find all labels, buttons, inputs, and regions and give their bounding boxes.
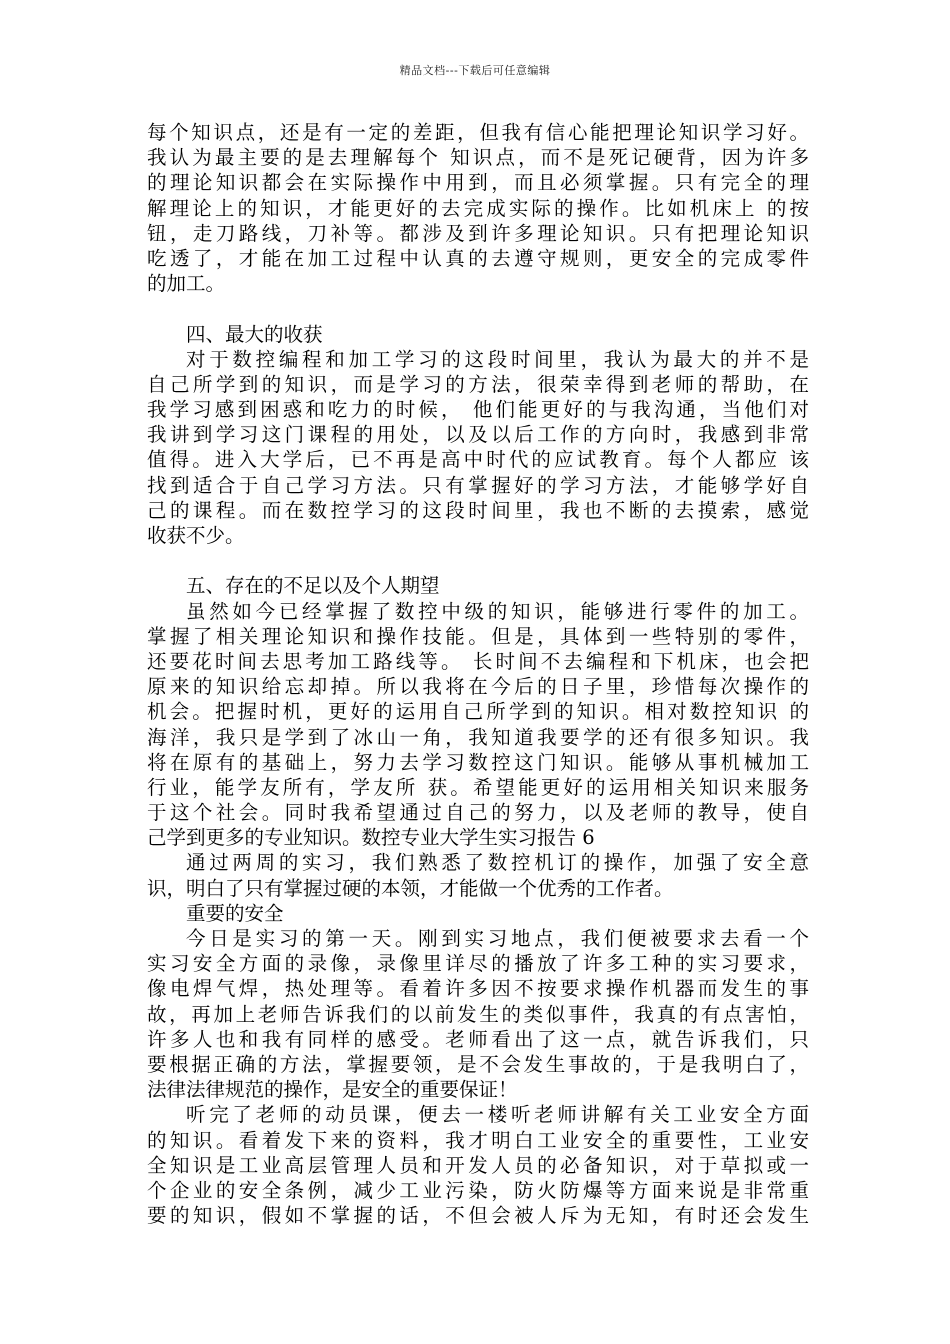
text-line: 重要的安全 [186, 901, 284, 925]
blank-line [147, 548, 809, 573]
text-line: 值得。进入大学后，已不再是高中时代的应试教育。每个人都应 该 [147, 448, 809, 472]
text-line: 今日是实习的第一天。刚到实习地点，我们便被要求去看一个 [186, 927, 809, 950]
text-line: 掌握了相关理论知识和操作技能。但是，具体到一些特别的零件， [147, 624, 809, 648]
text-line: 个企业的安全条例，减少工业污染，防火防爆等方面来说是非常重 [147, 1178, 809, 1202]
text-line: 收获不少。 [147, 524, 245, 547]
text-line: 要根据正确的方法，掌握要领，是不会发生事故的，于是我明白了， [147, 1052, 809, 1076]
text-line: 机会。把握时机，更好的运用自己所学到的知识。相对数控知识 的 [147, 700, 809, 724]
text-line: 的知识。看着发下来的资料，我才明白工业安全的重要性，工业安 [147, 1128, 809, 1152]
text-line: 解理论上的知识，才能更好的去完成实际的操作。比如机床上 的按 [147, 196, 809, 220]
text-line: 的理论知识都会在实际操作中用到，而且必须掌握。只有完全的理 [147, 171, 809, 195]
text-line: 四、最大的收获 [186, 322, 323, 346]
text-line: 海洋，我只是学到了冰山一角，我知道我要学的还有很多知识。我 [147, 725, 809, 749]
text-line: 虽然如今已经掌握了数控中级的知识，能够进行零件的加工。 [186, 599, 809, 623]
text-line: 吃透了，才能在加工过程中认真的去遵守规则，更安全的完成零件 [147, 246, 809, 270]
page-header: 精品文档---下载后可任意编辑 [399, 64, 551, 77]
text-line: 己学到更多的专业知识。数控专业大学生实习报告 6 [147, 826, 595, 850]
text-line: 全知识是工业高层管理人员和开发人员的必备知识，对于草拟或一 [147, 1153, 809, 1177]
text-line: 听完了老师的动员课，便去一楼听老师讲解有关工业安全方面 [186, 1103, 809, 1127]
text-line: 识，明白了只有掌握过硬的本领，才能做一个优秀的工作者。 [147, 876, 674, 900]
text-line: 行业，能学友所有，学友所 获。希望能更好的运用相关知识来服务 [147, 775, 809, 799]
text-line: 我讲到学习这门课程的用处，以及以后工作的方向时，我感到非常 [147, 423, 809, 447]
text-line: 原来的知识给忘却掉。所以我将在今后的日子里，珍惜每次操作的 [147, 675, 809, 699]
blank-line [147, 296, 809, 321]
text-line: 通过两周的实习，我们熟悉了数控机订的操作，加强了安全意 [186, 851, 809, 875]
text-line: 要的知识，假如不掌握的话，不但会被人斥为无知，有时还会发生 [147, 1204, 809, 1228]
text-line: 法律法律规范的操作，是安全的重要保证！ [147, 1078, 518, 1102]
text-line: 将在原有的基础上，努力去学习数控这门知识。能够从事机械加工 [147, 750, 809, 774]
text-line: 我认为最主要的是去理解每个 知识点，而不是死记硬背，因为许多 [147, 146, 809, 170]
text-line: 像电焊气焊，热处理等。看着许多因不按要求操作机器而发生的事 [147, 977, 809, 1001]
text-line: 己的课程。而在数控学习的这段时间里，我也不断的去摸索，感觉 [147, 498, 809, 522]
text-line: 许多人也和我有同样的感受。老师看出了这一点，就告诉我们，只 [147, 1027, 809, 1051]
text-line: 找到适合于自己学习方法。只有掌握好的学习方法，才能够学好自 [147, 473, 809, 497]
text-line: 实习安全方面的录像，录像里详尽的播放了许多工种的实习要求， [147, 952, 809, 976]
text-line: 五、存在的不足以及个人期望 [186, 574, 440, 598]
document-body [147, 120, 809, 1228]
text-line: 钮，走刀路线，刀补等。都涉及到许多理论知识。只有把理论知识 [147, 221, 809, 245]
text-line: 每个知识点，还是有一定的差距，但我有信心能把理论知识学习好。 [147, 121, 809, 144]
text-line: 还要花时间去思考加工路线等。 长时间不去编程和下机床，也会把 [147, 649, 809, 673]
text-line: 故，再加上老师告诉我们的以前发生的类似事件，我真的有点害怕， [147, 1002, 809, 1026]
text-line: 的加工。 [147, 272, 226, 296]
text-line: 自己所学到的知识，而是学习的方法，很荣幸得到老师的帮助，在 [147, 372, 809, 396]
text-line: 我学习感到困惑和吃力的时候， 他们能更好的与我沟通，当他们对 [147, 398, 809, 422]
text-line: 于这个社会。同时我希望通过自己的努力，以及老师的教导，使自 [147, 801, 809, 825]
text-line: 对于数控编程和加工学习的这段时间里，我认为最大的并不是 [186, 347, 809, 371]
